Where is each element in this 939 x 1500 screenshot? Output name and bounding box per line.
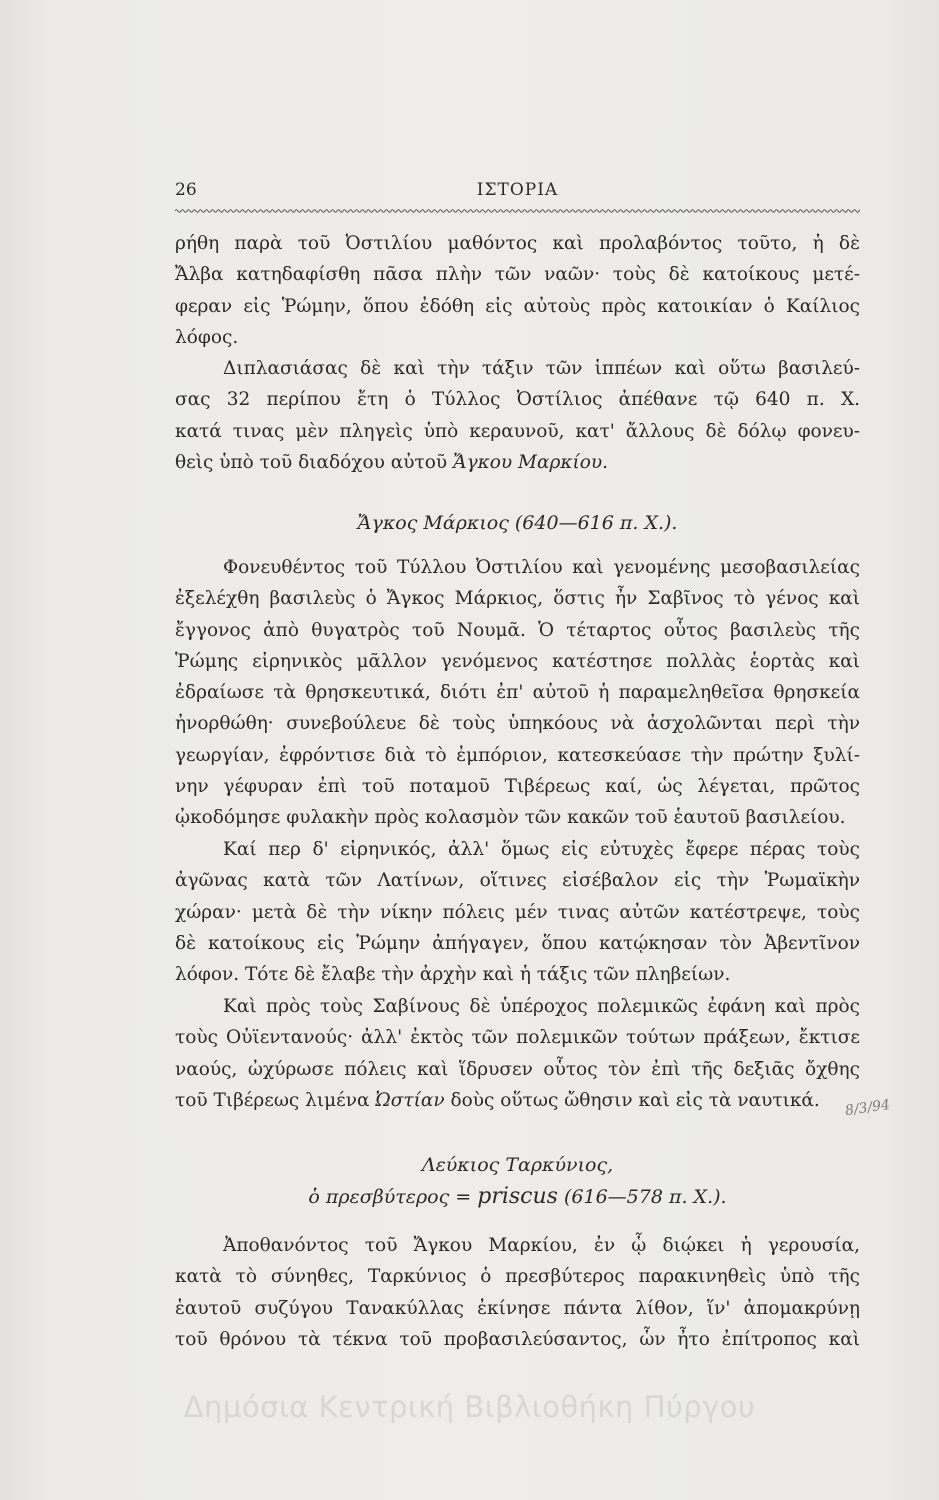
heading-fragment: ὁ πρεσβύτερος = [308,1186,472,1208]
text-line: φεραν εἰς Ῥώμην, ὅπου ἐδόθη εἰς αὐτοὺς πρὸς κατοικίαν ὁ Καίλιος [175,295,860,317]
text-line: τοῦ θρόνου τὰ τέκνα τοῦ προβασιλεύσαντος, ὧν ἦτο ἐπίτροπος καὶ [175,1328,860,1350]
text-line: Καί περ δ' εἰρηνικός, ἀλλ' ὅμως εἰς εὐτυχὲς ἔφερε πέρας τοὺς [223,839,860,860]
handwritten-margin-note: 8/3/94 [844,1096,891,1120]
paragraph-alba [175,228,860,478]
text-line: λόφος. [175,326,239,348]
text-line: ᾠκοδόμησε φυλακὴν πρὸς κολασμὸν τῶν κακῶν τοῦ ἑαυτοῦ βασιλείου. [175,807,846,829]
text-line: ἔγγονος ἀπὸ θυγατρὸς τοῦ Νουμᾶ. Ὁ τέταρτος οὗτος βασιλεὺς τῆς [175,619,860,641]
library-watermark: Δημόσια Κεντρική Βιβλιοθήκη Πύργου [183,1390,756,1424]
page-header [175,180,860,206]
text-line: ἠνορθώθη· συνεβούλευε δὲ τοὺς ὑπηκόους νὰ ἀσχολῶνται περὶ τὴν [175,713,860,735]
section-heading-ancus: Ἄγκος Μάρκιος (640—616 π. Χ.). [357,512,678,534]
text-line: κατά τινας μὲν πληγεὶς ὑπὸ κεραυνοῦ, κατ' ἄλλους δὲ δόλῳ φονευ- [175,420,860,442]
text-line: σας 32 περίπου ἔτη ὁ Τύλλος Ὀστίλιος ἀπέθανε τῷ 640 π. Χ. [175,389,860,411]
text-line: Καὶ πρὸς τοὺς Σαβίνους δὲ ὑπέροχος πολεμικῶς ἐφάνη καὶ πρὸς [223,996,860,1017]
heading-dates: (616—578 π. Χ.). [564,1186,727,1208]
page-number: 26 [175,180,197,200]
heading-line [175,1181,860,1213]
text-fragment: θεὶς ὑπὸ τοῦ διαδόχου αὐτοῦ [175,452,448,474]
paragraph-tarquin [175,1230,860,1355]
text-fragment: τοῦ Τιβέρεως λιμένα [175,1089,370,1111]
text-line: Ἄλβα κατηδαφίσθη πᾶσα πλὴν τῶν ναῶν· τοὺς δὲ κατοίκους μετέ- [175,264,860,286]
running-title: ΙΣΤΟΡΙΑ [476,180,559,200]
text-line: χώραν· μετὰ δὲ τὴν νίκην πόλεις μέν τινας αὐτῶν κατέστρεψε, τοὺς [175,901,860,923]
paragraph-sabines [175,991,860,1116]
section-heading-tarquin [175,1150,860,1213]
paragraph-wars [175,834,860,990]
text-line: ἐδραίωσε τὰ θρησκευτικά, διότι ἐπ' αὐτοῦ ἡ παραμεληθεῖσα θρησκεία [175,682,860,704]
text-line: ἐξελέχθη βασιλεὺς ὁ Ἄγκος Μάρκιος, ὅστις ἦν Σαβῖνος τὸ γένος καὶ [175,588,860,610]
latin-term: priscus [477,1184,558,1209]
text-fragment: δοὺς οὕτως ὤθησιν καὶ εἰς τὰ ναυτικά. [450,1089,820,1111]
text-line: λόφον. Τότε δὲ ἔλαβε τὴν ἀρχὴν καὶ ἡ τάξις τῶν πληβείων. [175,964,731,986]
text-line: Φονευθέντος τοῦ Τύλλου Ὀστιλίου καὶ γενομένης μεσοβασιλείας [223,557,860,578]
text-line: τοὺς Οὐϊεντανούς· ἀλλ' ἐκτὸς τῶν πολεμικῶν τούτων πράξεων, ἔκτισε [175,1027,860,1049]
successor-name: Ἄγκου Μαρκίου. [453,452,609,474]
text-line: Ἀποθανόντος τοῦ Ἄγκου Μαρκίου, ἐν ᾧ διῴκει ἡ γερουσία, [223,1235,860,1256]
header-wavy-rule [175,208,860,214]
port-name: Ὠστίαν [375,1089,445,1111]
text-line-with-italic [175,1085,860,1116]
text-line: κατὰ τὸ σύνηθες, Ταρκύνιος ὁ πρεσβύτερος παρακινηθεὶς ὑπὸ τῆς [175,1266,860,1288]
text-line: νην γέφυραν ἐπὶ τοῦ ποταμοῦ Τιβέρεως καί, ὡς λέγεται, πρῶτος [175,776,860,798]
text-line: Διπλασιάσας δὲ καὶ τὴν τάξιν τῶν ἱππέων καὶ οὕτω βασιλεύ- [223,358,860,380]
text-line: ρήθη παρὰ τοῦ Ὀστιλίου μαθόντος καὶ προλαβόντος τοῦτο, ἡ δὲ [175,233,860,254]
text-line: δὲ κατοίκους εἰς Ῥώμην ἀπήγαγεν, ὅπου κατῴκησαν τὸν Ἀβεντῖνον [175,932,860,954]
text-line: Ῥώμης εἰρηνικὸς μᾶλλον γενόμενος κατέστησε πολλὰς ἑορτὰς καὶ [175,650,860,672]
text-line: ναούς, ὠχύρωσε πόλεις καὶ ἵδρυσεν οὗτος τὸν ἐπὶ τῆς δεξιᾶς ὄχθης [175,1058,860,1080]
text-line: ἀγῶνας κατὰ τῶν Λατίνων, οἵτινες εἰσέβαλον εἰς τὴν Ῥωμαϊκὴν [175,870,860,892]
text-line-with-italic [175,447,860,478]
heading-line: Λεύκιος Ταρκύνιος, [421,1154,614,1176]
text-line: γεωργίαν, ἐφρόντισε διὰ τὸ ἐμπόριον, κατεσκεύασε τὴν πρώτην ξυλί- [175,744,860,766]
paragraph-ancus [175,552,860,834]
text-line: ἑαυτοῦ συζύγου Τανακύλλας ἐκίνησε πάντα λίθον, ἵν' ἀπομακρύνῃ [175,1297,860,1319]
